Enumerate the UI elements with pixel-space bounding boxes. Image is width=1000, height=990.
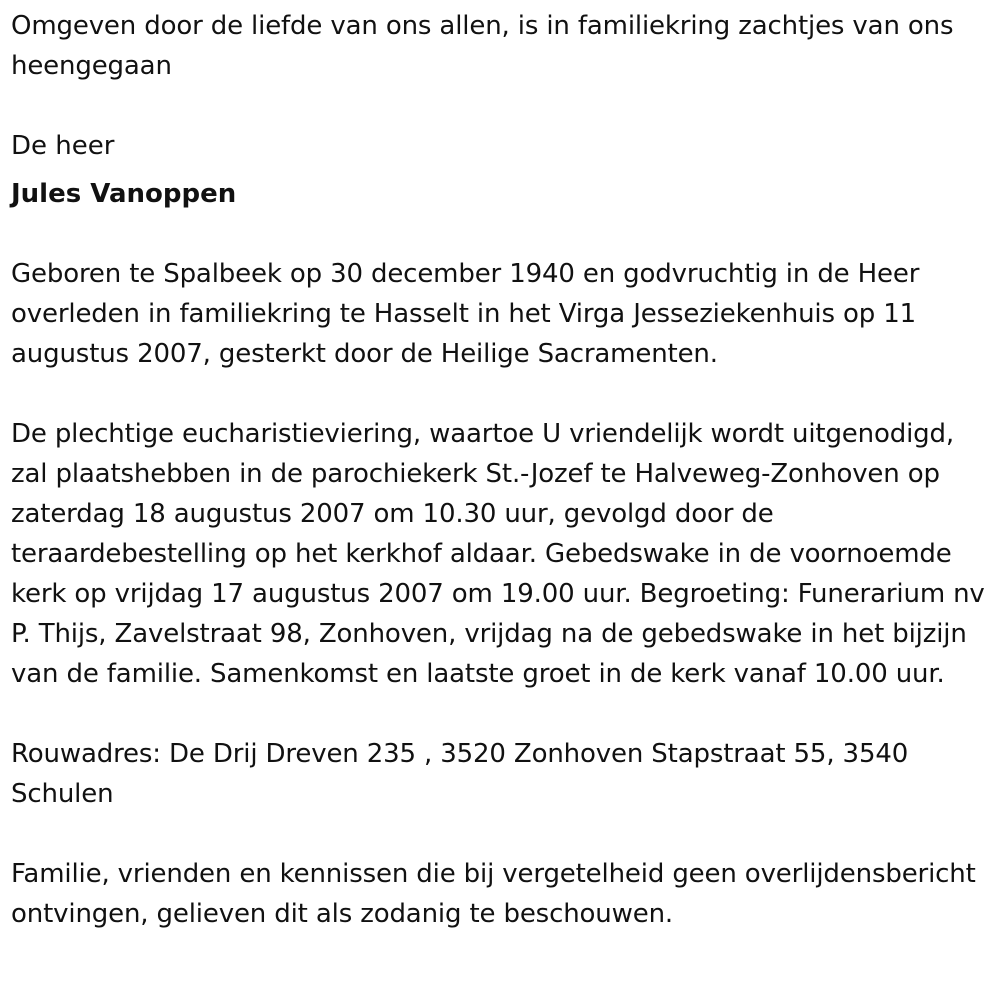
closing-text: Familie, vrienden en kennissen die bij vergetelheid geen overlijdensbericht ontvingen, gelieven dit als zodanig te beschouwen.: [11, 859, 976, 929]
death-notice: [11, 0, 996, 934]
spacer: [11, 694, 996, 734]
spacer: [11, 814, 996, 854]
birth-death-text: Geboren te Spalbeek op 30 december 1940 en godvruchtig in de Heer overleden in familiekring te Hasselt in het Virga Jesseziekenhuis op 11 augustus 2007, gesterkt door de Heilige Sacramenten.: [11, 259, 920, 369]
honorific: De heer: [11, 131, 115, 161]
deceased-name: Jules Vanoppen: [11, 179, 237, 209]
spacer: [11, 374, 996, 414]
ceremony-text: De plechtige eucharistieviering, waartoe U vriendelijk wordt uitgenodigd, zal plaatshebben in de parochiekerk St.-Jozef te Halveweg-Zonhoven op zaterdag 18 augustus 2007 om 10.30 uur, gevolgd door de teraardebestelling op het kerkhof aldaar. Gebedswake in de voornoemde kerk op vrijdag 17 augustus 2007 om 19.00 uur. Begroeting: Funerarium nv P. Thijs, Zavelstraat 98, Zonhoven, vrijdag na de gebedswake in het bijzijn van de familie. Samenkomst en laatste groet in de kerk vanaf 10.00 uur.: [11, 419, 985, 689]
address-text: Rouwadres: De Drij Dreven 235 , 3520 Zonhoven Stapstraat 55, 3540 Schulen: [11, 739, 909, 809]
spacer: [11, 214, 996, 254]
spacer: [11, 86, 996, 126]
intro-text: Omgeven door de liefde van ons allen, is in familiekring zachtjes van ons heengegaan: [11, 11, 954, 81]
